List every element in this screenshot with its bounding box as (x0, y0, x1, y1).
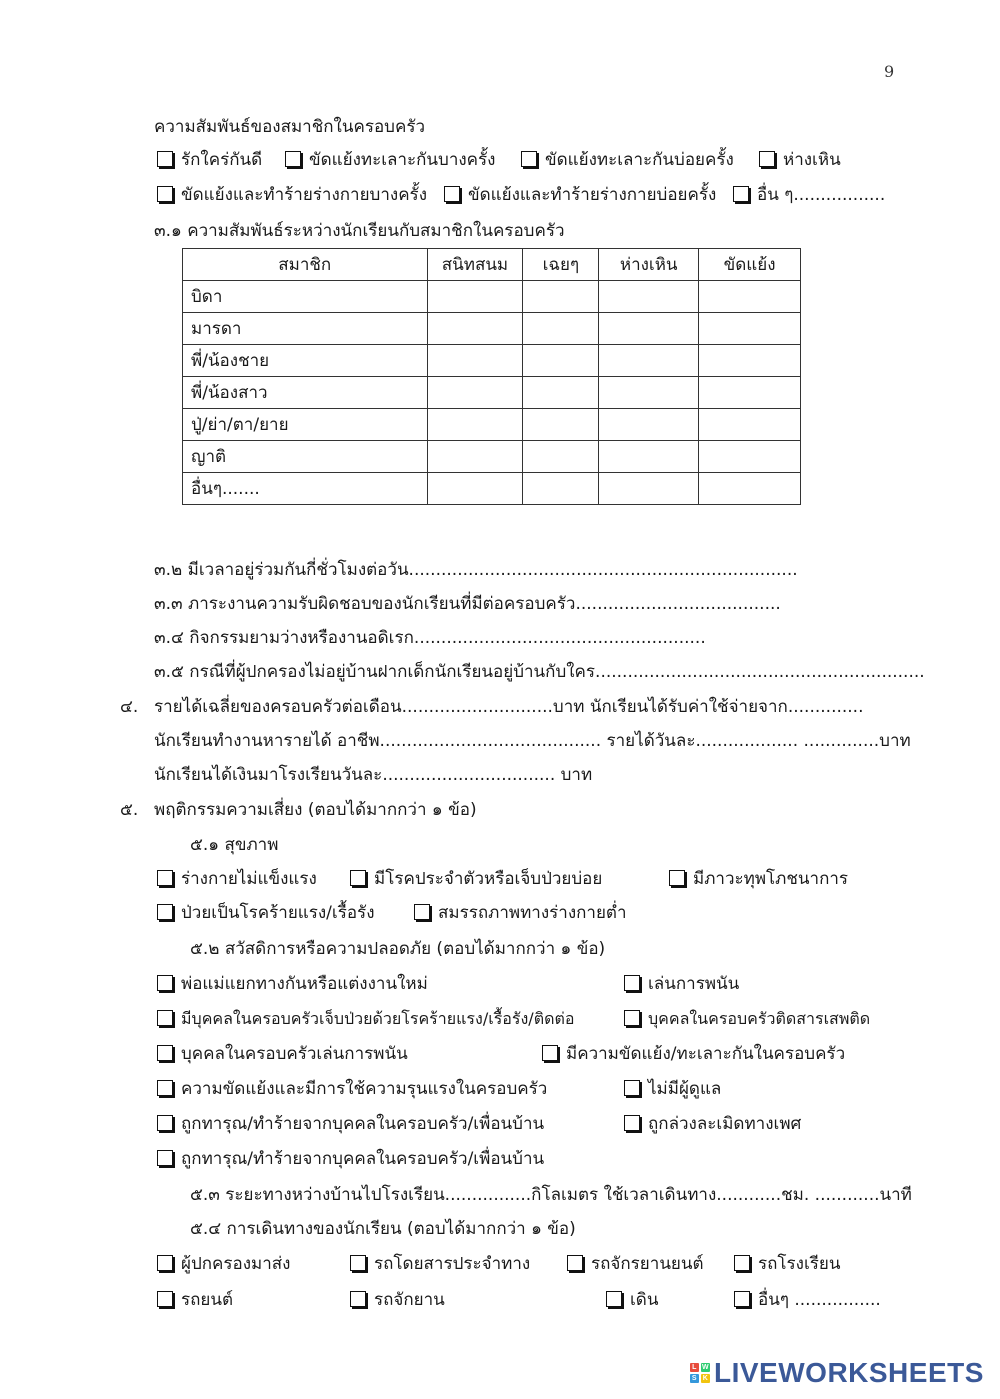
cell[interactable] (523, 281, 599, 313)
column-header: เฉยๆ (523, 249, 599, 281)
welfare-option[interactable]: เล่นการพนัน (624, 973, 739, 995)
travel-option[interactable]: รถโดยสารประจำทาง (350, 1253, 530, 1275)
page-number: 9 (884, 62, 895, 81)
logo-text: LIVEWORKSHEETS (714, 1357, 984, 1388)
checkbox[interactable] (157, 151, 173, 167)
cell[interactable] (699, 409, 801, 441)
section-5-number: ๕. (120, 800, 139, 820)
option-sometimes-conflict[interactable]: ขัดแย้งทะเลาะกันบางครั้ง (285, 149, 495, 171)
table-row (183, 345, 801, 377)
option-frequent-violence[interactable]: ขัดแย้งและทำร้ายร่างกายบ่อยครั้ง (444, 184, 716, 206)
cell[interactable] (523, 313, 599, 345)
health-option[interactable]: สมรรถภาพทางร่างกายต่ำ (414, 902, 627, 924)
income-line[interactable]: รายได้เฉลี่ยของครอบครัวต่อเดือน............................บาท นักเรียนได้รับค่าใช้จ่ายจาก.............. (154, 697, 864, 717)
table-row (183, 409, 801, 441)
travel-option[interactable]: รถโรงเรียน (734, 1253, 841, 1275)
cell[interactable] (599, 441, 699, 473)
cell[interactable] (427, 281, 523, 313)
cell[interactable] (427, 473, 523, 505)
work-line[interactable]: นักเรียนทำงานหารายได้ อาชีพ......................................... รายได้วันละ................... ..............บาท (154, 731, 911, 751)
checkbox[interactable] (350, 870, 366, 886)
liveworksheets-logo (690, 1357, 984, 1389)
checkbox[interactable] (734, 1255, 750, 1271)
checkbox[interactable] (624, 1080, 640, 1096)
family-relations-heading: ความสัมพันธ์ของสมาชิกในครอบครัว (154, 117, 426, 137)
logo-tile: K (702, 1375, 709, 1382)
cell[interactable] (599, 313, 699, 345)
table-row (183, 441, 801, 473)
cell[interactable] (699, 377, 801, 409)
section-5-1-heading: ๕.๑ สุขภาพ (190, 835, 279, 855)
travel-option[interactable]: ผู้ปกครองมาส่ง (157, 1253, 291, 1275)
cell[interactable] (599, 377, 699, 409)
checkbox[interactable] (157, 186, 173, 202)
member-name: อื่นๆ....... (183, 473, 428, 505)
checkbox[interactable] (285, 151, 301, 167)
question-3-4[interactable]: ๓.๔ กิจกรรมยามว่างหรืองานอดิเรก...................................................... (154, 628, 706, 648)
health-option[interactable]: มีภาวะทุพโภชนาการ (669, 868, 848, 890)
checkbox[interactable] (542, 1045, 558, 1061)
checkbox[interactable] (157, 1255, 173, 1271)
checkbox[interactable] (157, 1045, 173, 1061)
health-option[interactable]: มีโรคประจำตัวหรือเจ็บป่วยบ่อย (350, 868, 602, 890)
travel-option[interactable]: เดิน (606, 1289, 658, 1311)
logo-tile: L (690, 1363, 699, 1372)
column-header: สนิทสนม (427, 249, 523, 281)
cell[interactable] (523, 345, 599, 377)
welfare-option[interactable]: ถูกทารุณ/ทำร้ายจากบุคคลในครอบครัว/เพื่อนบ้าน (157, 1113, 544, 1135)
section-5-4-heading: ๕.๔ การเดินทางของนักเรียน (ตอบได้มากกว่า ๑ ข้อ) (190, 1219, 576, 1239)
member-name: บิดา (183, 281, 428, 313)
welfare-option[interactable]: มีบุคคลในครอบครัวเจ็บป่วยด้วยโรคร้ายแรง/เรื้อรัง/ติดต่อ (157, 1008, 574, 1030)
checkbox[interactable] (157, 1080, 173, 1096)
cell[interactable] (699, 345, 801, 377)
cell[interactable] (599, 281, 699, 313)
checkbox[interactable] (521, 151, 537, 167)
member-name: ญาติ (183, 441, 428, 473)
welfare-option[interactable]: มีความขัดแย้ง/ทะเลาะกันในครอบครัว (542, 1043, 845, 1065)
checkbox[interactable] (444, 186, 460, 202)
column-header: ห่างเหิน (599, 249, 699, 281)
member-name: ปู่/ย่า/ตา/ยาย (183, 409, 428, 441)
cell[interactable] (427, 345, 523, 377)
table-header-row (183, 249, 801, 281)
cell[interactable] (523, 377, 599, 409)
welfare-option[interactable]: บุคคลในครอบครัวติดสารเสพติด (624, 1008, 870, 1030)
daily-money-line[interactable]: นักเรียนได้เงินมาโรงเรียนวันละ................................ บาท (154, 765, 593, 785)
checkbox[interactable] (157, 870, 173, 886)
section-4-number: ๔. (120, 697, 139, 717)
welfare-option[interactable]: บุคคลในครอบครัวเล่นการพนัน (157, 1043, 408, 1065)
welfare-option[interactable]: ถูกล่วงละเมิดทางเพศ (624, 1113, 801, 1135)
welfare-option[interactable]: ถูกทารุณ/ทำร้ายจากบุคคลในครอบครัว/เพื่อนบ้าน (157, 1148, 544, 1170)
section-5-2-heading: ๕.๒ สวัสดิการหรือความปลอดภัย (ตอบได้มากกว่า ๑ ข้อ) (190, 939, 606, 959)
question-3-5[interactable]: ๓.๕ กรณีที่ผู้ปกครองไม่อยู่บ้านฝากเด็กนักเรียนอยู่บ้านกับใคร............................................................. (154, 662, 925, 682)
column-header: ขัดแย้ง (699, 249, 801, 281)
relationship-table (182, 248, 801, 505)
table-row (183, 313, 801, 345)
cell[interactable] (599, 345, 699, 377)
checkbox[interactable] (157, 975, 173, 991)
checkbox[interactable] (759, 151, 775, 167)
option-sometimes-violence[interactable]: ขัดแย้งและทำร้ายร่างกายบางครั้ง (157, 184, 427, 206)
table-row (183, 281, 801, 313)
option-other[interactable]: อื่น ๆ................. (733, 184, 885, 206)
checkbox[interactable] (157, 1115, 173, 1131)
cell[interactable] (523, 473, 599, 505)
travel-option[interactable]: รถยนต์ (157, 1289, 233, 1311)
welfare-option[interactable]: ไม่มีผู้ดูแล (624, 1078, 721, 1100)
logo-tile: W (701, 1364, 710, 1371)
cell[interactable] (699, 313, 801, 345)
checkbox[interactable] (624, 1115, 640, 1131)
cell[interactable] (699, 281, 801, 313)
checkbox[interactable] (157, 904, 173, 920)
travel-option[interactable]: รถจักรยานยนต์ (567, 1253, 704, 1275)
health-option[interactable]: ร่างกายไม่แข็งแรง (157, 868, 317, 890)
checkbox[interactable] (734, 1291, 750, 1307)
distance-line[interactable]: ๕.๓ ระยะทางหว่างบ้านไปโรงเรียน................กิโลเมตร ใช้เวลาเดินทาง............ชม. ............นาที (190, 1185, 912, 1205)
cell[interactable] (699, 441, 801, 473)
option-distant[interactable]: ห่างเหิน (759, 149, 841, 171)
member-name: มารดา (183, 313, 428, 345)
welfare-option[interactable]: ความขัดแย้งและมีการใช้ความรุนแรงในครอบครัว (157, 1078, 547, 1100)
checkbox[interactable] (567, 1255, 583, 1271)
checkbox[interactable] (157, 1150, 173, 1166)
member-name: พี่/น้องสาว (183, 377, 428, 409)
cell[interactable] (523, 441, 599, 473)
cell[interactable] (427, 313, 523, 345)
question-3-2[interactable]: ๓.๒ มีเวลาอยู่ร่วมกันกี่ชั่วโมงต่อวัน........................................................................ (154, 560, 798, 580)
logo-tile: S (691, 1375, 698, 1382)
cell[interactable] (699, 473, 801, 505)
table-row (183, 473, 801, 505)
section-3-1-heading: ๓.๑ ความสัมพันธ์ระหว่างนักเรียนกับสมาชิกในครอบครัว (154, 221, 565, 241)
checkbox[interactable] (350, 1291, 366, 1307)
section-5-heading: พฤติกรรมความเสี่ยง (ตอบได้มากกว่า ๑ ข้อ) (154, 800, 477, 820)
option-love[interactable]: รักใคร่กันดี (157, 149, 262, 171)
checkbox[interactable] (733, 186, 749, 202)
column-header: สมาชิก (183, 249, 428, 281)
welfare-option[interactable]: พ่อแม่แยกทางกันหรือแต่งงานใหม่ (157, 973, 428, 995)
cell[interactable] (427, 441, 523, 473)
logo-icon (690, 1363, 710, 1383)
option-frequent-conflict[interactable]: ขัดแย้งทะเลาะกันบ่อยครั้ง (521, 149, 734, 171)
checkbox[interactable] (157, 1291, 173, 1307)
checkbox[interactable] (157, 1010, 173, 1026)
health-option[interactable]: ป่วยเป็นโรคร้ายแรง/เรื้อรัง (157, 902, 375, 924)
question-3-3[interactable]: ๓.๓ ภาระงานความรับผิดชอบของนักเรียนที่มีต่อครอบครัว...................................... (154, 594, 781, 614)
checkbox[interactable] (606, 1291, 622, 1307)
cell[interactable] (599, 409, 699, 441)
checkbox[interactable] (624, 1010, 640, 1026)
checkbox[interactable] (624, 975, 640, 991)
cell[interactable] (427, 409, 523, 441)
cell[interactable] (427, 377, 523, 409)
cell[interactable] (599, 473, 699, 505)
table-row (183, 377, 801, 409)
checkbox[interactable] (414, 904, 430, 920)
travel-option[interactable]: อื่นๆ ................ (734, 1289, 881, 1311)
travel-option[interactable]: รถจักยาน (350, 1289, 445, 1311)
member-name: พี่/น้องชาย (183, 345, 428, 377)
checkbox[interactable] (350, 1255, 366, 1271)
cell[interactable] (523, 409, 599, 441)
checkbox[interactable] (669, 870, 685, 886)
